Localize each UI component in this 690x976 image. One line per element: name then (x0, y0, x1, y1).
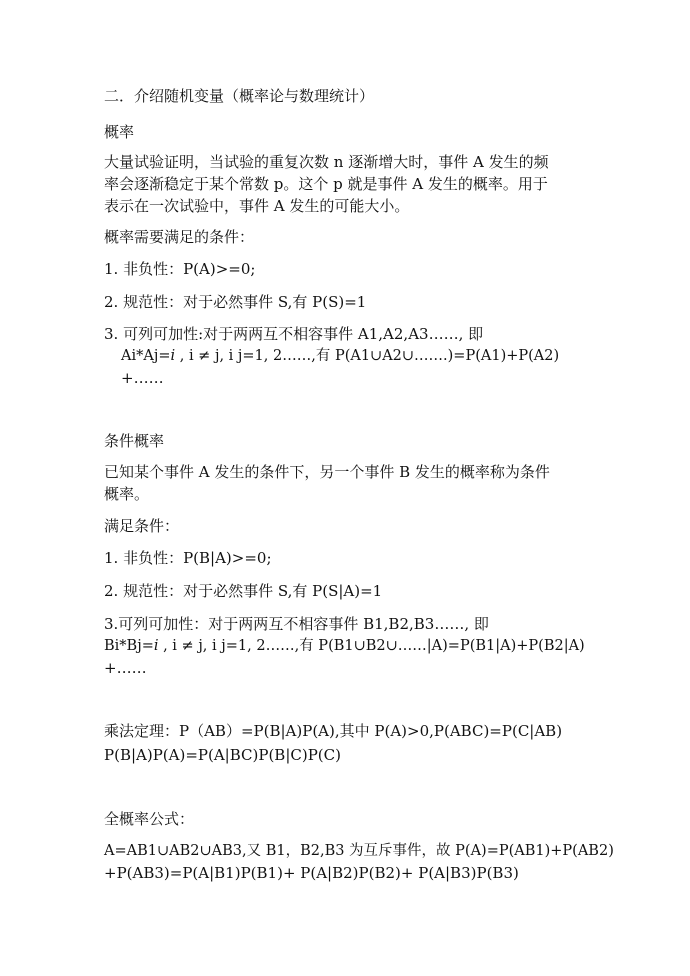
conditional-conditions-intro: 满足条件： (104, 517, 180, 535)
total-probability-heading: 全概率公式： (104, 810, 195, 828)
multiplication-theorem-line: 乘法定理：P（AB）=P(B|A)P(A),其中 P(A)>0,P(ABC)=P(C|AB) (104, 722, 563, 740)
probability-condition-additivity-continuation: +…… (121, 369, 164, 387)
probability-definition-line: 表示在一次试验中，事件 A 发生的可能大小。 (104, 197, 410, 215)
conditional-condition-additivity: 3.可列可加性：对于两两互不相容事件 B1,B2,B3……, 即 (104, 615, 489, 633)
probability-condition-nonnegativity: 1. 非负性：P(A)>=0; (104, 260, 256, 278)
conditional-definition-line: 概率。 (104, 485, 150, 503)
conditional-condition-normalization: 2. 规范性：对于必然事件 S,有 P(S|A)=1 (104, 582, 383, 600)
multiplication-theorem-line: P(B|A)P(A)=P(A|BC)P(B|C)P(C) (104, 746, 341, 764)
probability-conditions-intro: 概率需要满足的条件： (104, 228, 255, 246)
conditional-definition-line: 已知某个事件 A 发生的条件下，另一个事件 B 发生的概率称为条件 (104, 463, 550, 481)
total-probability-line: A=AB1∪AB2∪AB3,又 B1，B2,B3 为互斥事件，故 P(A)=P(AB1)+P(AB2) (104, 843, 614, 859)
conditional-condition-nonnegativity: 1. 非负性：P(B|A)>=0; (104, 549, 272, 567)
probability-definition-line: 率会逐渐稳定于某个常数 p。这个 p 就是事件 A 发生的概率。用于 (104, 175, 548, 193)
conditional-condition-additivity-formula: Bi*Bj=𝑖 , i ≠ j, i j=1, 2……,有 P(B1∪B2∪……|A)=P(B1|A)+P(B2|A) (104, 638, 585, 654)
total-probability-line: +P(AB3)=P(A|B1)P(B1)+ P(A|B2)P(B2)+ P(A|B3)P(B3) (104, 864, 519, 882)
probability-definition-line: 大量试验证明，当试验的重复次数 n 逐渐增大时，事件 A 发生的频 (104, 153, 549, 171)
conditional-condition-additivity-continuation: +…… (104, 659, 147, 677)
probability-heading: 概率 (104, 123, 135, 141)
probability-condition-normalization: 2. 规范性：对于必然事件 S,有 P(S)=1 (104, 293, 367, 311)
probability-condition-additivity-formula: Ai*Aj=𝑖 , i ≠ j, i j=1, 2……,有 P(A1∪A2∪…….)=P(A1)+P(A2) (121, 348, 560, 364)
section-heading: 二．介绍随机变量（概率论与数理统计） (104, 87, 375, 105)
conditional-probability-heading: 条件概率 (104, 432, 165, 450)
probability-condition-additivity: 3. 可列可加性:对于两两互不相容事件 A1,A2,A3……, 即 (104, 325, 484, 343)
